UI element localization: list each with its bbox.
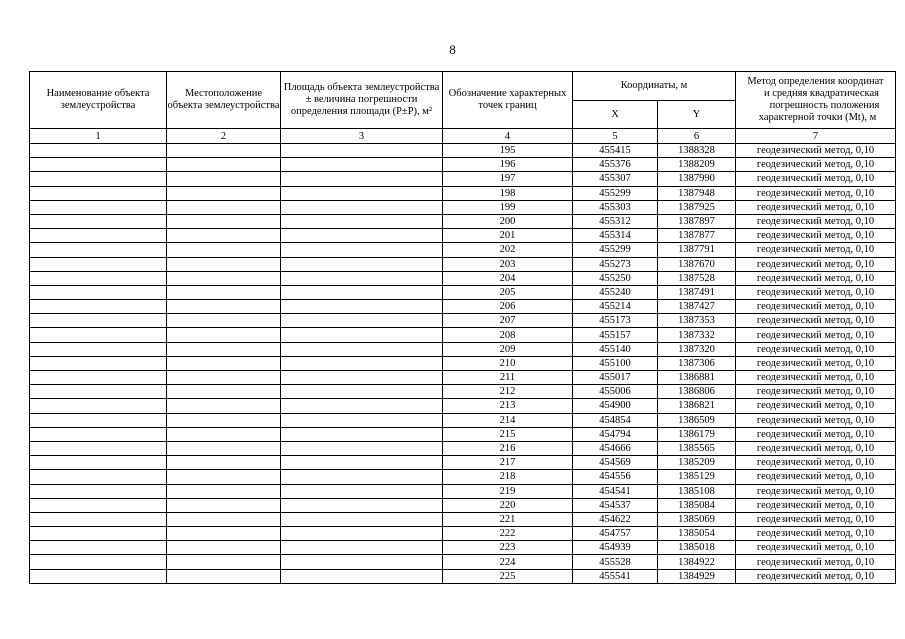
- object-name-cell: [30, 456, 167, 470]
- point-cell: 216: [443, 441, 573, 455]
- method-cell: геодезический метод, 0,10: [736, 300, 896, 314]
- x-cell: 454794: [573, 427, 658, 441]
- table-row: [30, 470, 896, 484]
- method-cell: геодезический метод, 0,10: [736, 541, 896, 555]
- y-cell: 1385018: [658, 541, 736, 555]
- x-cell: 455006: [573, 385, 658, 399]
- method-cell: геодезический метод, 0,10: [736, 512, 896, 526]
- x-cell: 454537: [573, 498, 658, 512]
- location-cell: [167, 527, 281, 541]
- x-cell: 454939: [573, 541, 658, 555]
- y-cell: 1385084: [658, 498, 736, 512]
- x-cell: 455528: [573, 555, 658, 569]
- table-row: [30, 144, 896, 158]
- header-y: Y: [658, 101, 736, 129]
- object-name-cell: [30, 271, 167, 285]
- object-name-cell: [30, 498, 167, 512]
- x-cell: 455100: [573, 356, 658, 370]
- point-cell: 215: [443, 427, 573, 441]
- method-cell: геодезический метод, 0,10: [736, 285, 896, 299]
- object-name-cell: [30, 441, 167, 455]
- method-cell: геодезический метод, 0,10: [736, 342, 896, 356]
- object-name-cell: [30, 328, 167, 342]
- x-cell: 455299: [573, 186, 658, 200]
- method-cell: геодезический метод, 0,10: [736, 214, 896, 228]
- y-cell: 1387528: [658, 271, 736, 285]
- x-cell: 455240: [573, 285, 658, 299]
- method-cell: геодезический метод, 0,10: [736, 456, 896, 470]
- area-cell: [281, 243, 443, 257]
- coordinates-table: [29, 71, 896, 584]
- table-row: [30, 328, 896, 342]
- y-cell: 1387320: [658, 342, 736, 356]
- table-row: [30, 555, 896, 569]
- location-cell: [167, 456, 281, 470]
- object-name-cell: [30, 172, 167, 186]
- method-cell: геодезический метод, 0,10: [736, 314, 896, 328]
- x-cell: 455541: [573, 569, 658, 583]
- method-cell: геодезический метод, 0,10: [736, 200, 896, 214]
- table-row: [30, 172, 896, 186]
- object-name-cell: [30, 229, 167, 243]
- area-cell: [281, 328, 443, 342]
- object-name-cell: [30, 512, 167, 526]
- area-cell: [281, 441, 443, 455]
- area-cell: [281, 271, 443, 285]
- point-cell: 200: [443, 214, 573, 228]
- header-coordinates: Координаты, м: [573, 72, 736, 101]
- y-cell: 1385054: [658, 527, 736, 541]
- point-cell: 225: [443, 569, 573, 583]
- point-cell: 213: [443, 399, 573, 413]
- object-name-cell: [30, 243, 167, 257]
- table-row: [30, 512, 896, 526]
- column-number: 1: [30, 129, 167, 144]
- area-cell: [281, 158, 443, 172]
- point-cell: 210: [443, 356, 573, 370]
- method-cell: геодезический метод, 0,10: [736, 229, 896, 243]
- x-cell: 455376: [573, 158, 658, 172]
- y-cell: 1387990: [658, 172, 736, 186]
- point-cell: 218: [443, 470, 573, 484]
- y-cell: 1386179: [658, 427, 736, 441]
- location-cell: [167, 470, 281, 484]
- x-cell: 455173: [573, 314, 658, 328]
- table-row: [30, 186, 896, 200]
- x-cell: 454541: [573, 484, 658, 498]
- area-cell: [281, 371, 443, 385]
- location-cell: [167, 441, 281, 455]
- y-cell: 1385129: [658, 470, 736, 484]
- location-cell: [167, 285, 281, 299]
- x-cell: 454666: [573, 441, 658, 455]
- location-cell: [167, 399, 281, 413]
- table-row: [30, 427, 896, 441]
- y-cell: 1387877: [658, 229, 736, 243]
- y-cell: 1387306: [658, 356, 736, 370]
- x-cell: 454622: [573, 512, 658, 526]
- area-cell: [281, 541, 443, 555]
- object-name-cell: [30, 285, 167, 299]
- y-cell: 1387897: [658, 214, 736, 228]
- y-cell: 1387925: [658, 200, 736, 214]
- header-area: Площадь объекта землеустройства ± величина погрешности определения площади (P±P), м²: [281, 72, 443, 129]
- x-cell: 454854: [573, 413, 658, 427]
- location-cell: [167, 271, 281, 285]
- table-row: [30, 541, 896, 555]
- x-cell: 454757: [573, 527, 658, 541]
- x-cell: 455299: [573, 243, 658, 257]
- method-cell: геодезический метод, 0,10: [736, 484, 896, 498]
- point-cell: 204: [443, 271, 573, 285]
- object-name-cell: [30, 527, 167, 541]
- table-row: [30, 441, 896, 455]
- object-name-cell: [30, 385, 167, 399]
- table-row: [30, 314, 896, 328]
- y-cell: 1388209: [658, 158, 736, 172]
- area-cell: [281, 172, 443, 186]
- object-name-cell: [30, 214, 167, 228]
- area-cell: [281, 427, 443, 441]
- area-cell: [281, 285, 443, 299]
- location-cell: [167, 413, 281, 427]
- method-cell: геодезический метод, 0,10: [736, 271, 896, 285]
- location-cell: [167, 356, 281, 370]
- object-name-cell: [30, 427, 167, 441]
- point-cell: 219: [443, 484, 573, 498]
- y-cell: 1384922: [658, 555, 736, 569]
- object-name-cell: [30, 186, 167, 200]
- area-cell: [281, 555, 443, 569]
- area-cell: [281, 470, 443, 484]
- y-cell: 1387491: [658, 285, 736, 299]
- area-cell: [281, 144, 443, 158]
- y-cell: 1387332: [658, 328, 736, 342]
- method-cell: геодезический метод, 0,10: [736, 385, 896, 399]
- table-row: [30, 356, 896, 370]
- object-name-cell: [30, 371, 167, 385]
- area-cell: [281, 399, 443, 413]
- column-number: 2: [167, 129, 281, 144]
- object-name-cell: [30, 399, 167, 413]
- object-name-cell: [30, 484, 167, 498]
- table-body: [30, 144, 896, 584]
- y-cell: 1386821: [658, 399, 736, 413]
- area-cell: [281, 356, 443, 370]
- area-cell: [281, 342, 443, 356]
- column-number: 3: [281, 129, 443, 144]
- table-row: [30, 285, 896, 299]
- location-cell: [167, 144, 281, 158]
- table-row: [30, 158, 896, 172]
- point-cell: 208: [443, 328, 573, 342]
- table-row: [30, 229, 896, 243]
- area-cell: [281, 413, 443, 427]
- y-cell: 1387353: [658, 314, 736, 328]
- x-cell: 455157: [573, 328, 658, 342]
- table-row: [30, 257, 896, 271]
- header-location: Местоположение объекта землеустройства: [167, 72, 281, 129]
- object-name-cell: [30, 300, 167, 314]
- table-row: [30, 271, 896, 285]
- y-cell: 1384929: [658, 569, 736, 583]
- table-row: [30, 399, 896, 413]
- table-row: [30, 385, 896, 399]
- table-row: [30, 527, 896, 541]
- x-cell: 454569: [573, 456, 658, 470]
- y-cell: 1385565: [658, 441, 736, 455]
- object-name-cell: [30, 470, 167, 484]
- point-cell: 199: [443, 200, 573, 214]
- location-cell: [167, 484, 281, 498]
- header-row: [30, 72, 896, 101]
- location-cell: [167, 300, 281, 314]
- page-number: 8: [449, 42, 456, 57]
- object-name-cell: [30, 158, 167, 172]
- point-cell: 224: [443, 555, 573, 569]
- area-cell: [281, 484, 443, 498]
- method-cell: геодезический метод, 0,10: [736, 158, 896, 172]
- object-name-cell: [30, 257, 167, 271]
- table-row: [30, 484, 896, 498]
- header-method: [736, 72, 896, 129]
- column-number: 6: [658, 129, 736, 144]
- location-cell: [167, 200, 281, 214]
- x-cell: 454556: [573, 470, 658, 484]
- y-cell: 1387791: [658, 243, 736, 257]
- y-cell: 1386509: [658, 413, 736, 427]
- object-name-cell: [30, 569, 167, 583]
- location-cell: [167, 569, 281, 583]
- object-name-cell: [30, 144, 167, 158]
- y-cell: 1386806: [658, 385, 736, 399]
- method-cell: геодезический метод, 0,10: [736, 527, 896, 541]
- y-cell: 1386881: [658, 371, 736, 385]
- method-cell: геодезический метод, 0,10: [736, 257, 896, 271]
- point-cell: 217: [443, 456, 573, 470]
- table-row: [30, 300, 896, 314]
- point-cell: 205: [443, 285, 573, 299]
- y-cell: 1385108: [658, 484, 736, 498]
- location-cell: [167, 512, 281, 526]
- table-row: [30, 243, 896, 257]
- table-row: [30, 569, 896, 583]
- location-cell: [167, 172, 281, 186]
- point-cell: 222: [443, 527, 573, 541]
- object-name-cell: [30, 200, 167, 214]
- point-cell: 202: [443, 243, 573, 257]
- point-cell: 221: [443, 512, 573, 526]
- header-method-line-3: погрешность положения: [769, 100, 880, 111]
- point-cell: 212: [443, 385, 573, 399]
- method-cell: геодезический метод, 0,10: [736, 555, 896, 569]
- area-cell: [281, 229, 443, 243]
- point-cell: 220: [443, 498, 573, 512]
- x-cell: 455017: [573, 371, 658, 385]
- point-cell: 207: [443, 314, 573, 328]
- location-cell: [167, 257, 281, 271]
- y-cell: 1387427: [658, 300, 736, 314]
- x-cell: 455273: [573, 257, 658, 271]
- y-cell: 1388328: [658, 144, 736, 158]
- area-cell: [281, 200, 443, 214]
- area-cell: [281, 257, 443, 271]
- table-row: [30, 342, 896, 356]
- method-cell: геодезический метод, 0,10: [736, 356, 896, 370]
- area-cell: [281, 569, 443, 583]
- object-name-cell: [30, 342, 167, 356]
- area-cell: [281, 498, 443, 512]
- method-cell: геодезический метод, 0,10: [736, 243, 896, 257]
- method-cell: геодезический метод, 0,10: [736, 371, 896, 385]
- location-cell: [167, 186, 281, 200]
- area-cell: [281, 214, 443, 228]
- point-cell: 211: [443, 371, 573, 385]
- x-cell: 455303: [573, 200, 658, 214]
- column-number-row: [30, 129, 896, 144]
- column-number: 7: [736, 129, 896, 144]
- method-cell: геодезический метод, 0,10: [736, 328, 896, 342]
- x-cell: 455140: [573, 342, 658, 356]
- location-cell: [167, 314, 281, 328]
- location-cell: [167, 214, 281, 228]
- point-cell: 195: [443, 144, 573, 158]
- point-cell: 223: [443, 541, 573, 555]
- x-cell: 455415: [573, 144, 658, 158]
- x-cell: 455314: [573, 229, 658, 243]
- location-cell: [167, 427, 281, 441]
- location-cell: [167, 385, 281, 399]
- column-number: 5: [573, 129, 658, 144]
- point-cell: 214: [443, 413, 573, 427]
- location-cell: [167, 158, 281, 172]
- point-cell: 209: [443, 342, 573, 356]
- x-cell: 455307: [573, 172, 658, 186]
- table-row: [30, 214, 896, 228]
- header-method-line-1: Метод определения координат: [747, 76, 884, 87]
- table-row: [30, 456, 896, 470]
- point-cell: 201: [443, 229, 573, 243]
- location-cell: [167, 541, 281, 555]
- area-cell: [281, 512, 443, 526]
- point-cell: 203: [443, 257, 573, 271]
- object-name-cell: [30, 413, 167, 427]
- table-row: [30, 371, 896, 385]
- header-method-line-4: характерной точки (Mt), м: [758, 112, 877, 123]
- method-cell: геодезический метод, 0,10: [736, 427, 896, 441]
- object-name-cell: [30, 314, 167, 328]
- point-cell: 198: [443, 186, 573, 200]
- table-row: [30, 413, 896, 427]
- method-cell: геодезический метод, 0,10: [736, 186, 896, 200]
- method-cell: геодезический метод, 0,10: [736, 172, 896, 186]
- area-cell: [281, 527, 443, 541]
- method-cell: геодезический метод, 0,10: [736, 498, 896, 512]
- method-cell: геодезический метод, 0,10: [736, 399, 896, 413]
- method-cell: геодезический метод, 0,10: [736, 441, 896, 455]
- point-cell: 196: [443, 158, 573, 172]
- y-cell: 1387948: [658, 186, 736, 200]
- object-name-cell: [30, 541, 167, 555]
- header-point-designation: Обозначение характерных точек границ: [443, 72, 573, 129]
- method-cell: геодезический метод, 0,10: [736, 413, 896, 427]
- y-cell: 1387670: [658, 257, 736, 271]
- location-cell: [167, 328, 281, 342]
- area-cell: [281, 186, 443, 200]
- area-cell: [281, 314, 443, 328]
- area-cell: [281, 300, 443, 314]
- point-cell: 197: [443, 172, 573, 186]
- area-cell: [281, 456, 443, 470]
- method-cell: геодезический метод, 0,10: [736, 569, 896, 583]
- point-cell: 206: [443, 300, 573, 314]
- header-object-name: Наименование объекта землеустройства: [30, 72, 167, 129]
- location-cell: [167, 555, 281, 569]
- y-cell: 1385069: [658, 512, 736, 526]
- x-cell: 454900: [573, 399, 658, 413]
- x-cell: 455312: [573, 214, 658, 228]
- location-cell: [167, 371, 281, 385]
- x-cell: 455250: [573, 271, 658, 285]
- location-cell: [167, 342, 281, 356]
- table-row: [30, 498, 896, 512]
- location-cell: [167, 243, 281, 257]
- table-row: [30, 200, 896, 214]
- location-cell: [167, 498, 281, 512]
- area-cell: [281, 385, 443, 399]
- method-cell: геодезический метод, 0,10: [736, 470, 896, 484]
- object-name-cell: [30, 356, 167, 370]
- object-name-cell: [30, 555, 167, 569]
- header-method-line-2: и средняя квадратическая: [764, 88, 879, 99]
- x-cell: 455214: [573, 300, 658, 314]
- y-cell: 1385209: [658, 456, 736, 470]
- method-cell: геодезический метод, 0,10: [736, 144, 896, 158]
- column-number: 4: [443, 129, 573, 144]
- location-cell: [167, 229, 281, 243]
- header-x: X: [573, 101, 658, 129]
